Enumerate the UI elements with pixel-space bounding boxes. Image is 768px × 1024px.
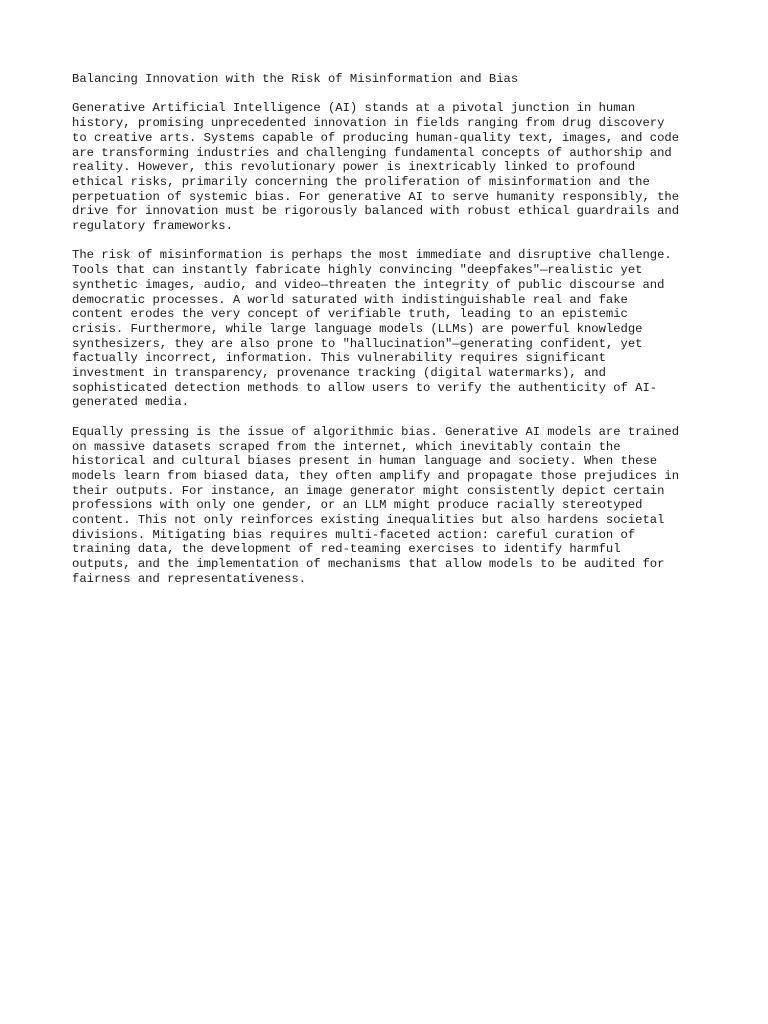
- paragraph-line: professions with only one gender, or an LLM might produce racially stereotyped: [72, 498, 643, 513]
- paragraph-line: fairness and representativeness.: [72, 571, 307, 586]
- paragraph-line: synthetic images, audio, and video—threaten the integrity of public discourse and: [72, 277, 665, 292]
- paragraph-line: perpetuation of systemic bias. For generative AI to serve humanity responsibly, the: [72, 189, 680, 204]
- paragraph-line: Equally pressing is the issue of algorithmic bias. Generative AI models are trained: [72, 424, 680, 439]
- document-body: [72, 101, 702, 586]
- paragraph-line: democratic processes. A world saturated with indistinguishable real and fake: [72, 292, 628, 307]
- paragraph-line: The risk of misinformation is perhaps the most immediate and disruptive challenge.: [72, 248, 672, 263]
- paragraph-line: factually incorrect, information. This vulnerability requires significant: [72, 351, 606, 366]
- paragraph-line: are transforming industries and challenging fundamental concepts of authorship and: [72, 145, 672, 160]
- paragraph-line: crisis. Furthermore, while large language models (LLMs) are powerful knowledge: [72, 321, 643, 336]
- paragraph-line: on massive datasets scraped from the internet, which inevitably contain the: [72, 439, 621, 454]
- body-paragraph-3: [72, 425, 702, 587]
- paragraph-line: content. This not only reinforces existing inequalities but also hardens societal: [72, 513, 665, 528]
- paragraph-line: regulatory frameworks.: [72, 219, 233, 234]
- paragraph-line: models learn from biased data, they often amplify and propagate those prejudices in: [72, 468, 680, 483]
- paragraph-line: ethical risks, primarily concerning the proliferation of misinformation and the: [72, 174, 650, 189]
- paragraph-line: training data, the development of red-teaming exercises to identify harmful: [72, 542, 621, 557]
- paragraph-line: drive for innovation must be rigorously balanced with robust ethical guardrails and: [72, 204, 680, 219]
- paragraph-line: content erodes the very concept of verifiable truth, leading to an epistemic: [72, 307, 628, 322]
- paragraph-line: Generative Artificial Intelligence (AI) stands at a pivotal junction in human: [72, 101, 636, 116]
- body-paragraph-2: [72, 248, 702, 410]
- paragraph-line: outputs, and the implementation of mechanisms that allow models to be audited for: [72, 557, 665, 572]
- paragraph-line: history, promising unprecedented innovation in fields ranging from drug discovery: [72, 116, 665, 131]
- paragraph-line: divisions. Mitigating bias requires multi-faceted action: careful curation of: [72, 527, 636, 542]
- paragraph-line: Tools that can instantly fabricate highly convincing "deepfakes"—realistic yet: [72, 263, 643, 278]
- paragraph-line: generated media.: [72, 395, 190, 410]
- paragraph-line: historical and cultural biases present in human language and society. When these: [72, 454, 658, 469]
- paragraph-line: to creative arts. Systems capable of producing human-quality text, images, and code: [72, 130, 680, 145]
- paragraph-line: reality. However, this revolutionary power is inextricably linked to profound: [72, 160, 636, 175]
- paragraph-line: sophisticated detection methods to allow users to verify the authenticity of AI-: [72, 380, 658, 395]
- paragraph-line: investment in transparency, provenance tracking (digital watermarks), and: [72, 366, 606, 381]
- paragraph-line: their outputs. For instance, an image generator might consistently depict certain: [72, 483, 665, 498]
- body-paragraph-1: [72, 101, 702, 233]
- document-page: [72, 72, 702, 601]
- paragraph-line: synthesizers, they are also prone to "hallucination"—generating confident, yet: [72, 336, 643, 351]
- document-title: Balancing Innovation with the Risk of Misinformation and Bias: [72, 72, 519, 86]
